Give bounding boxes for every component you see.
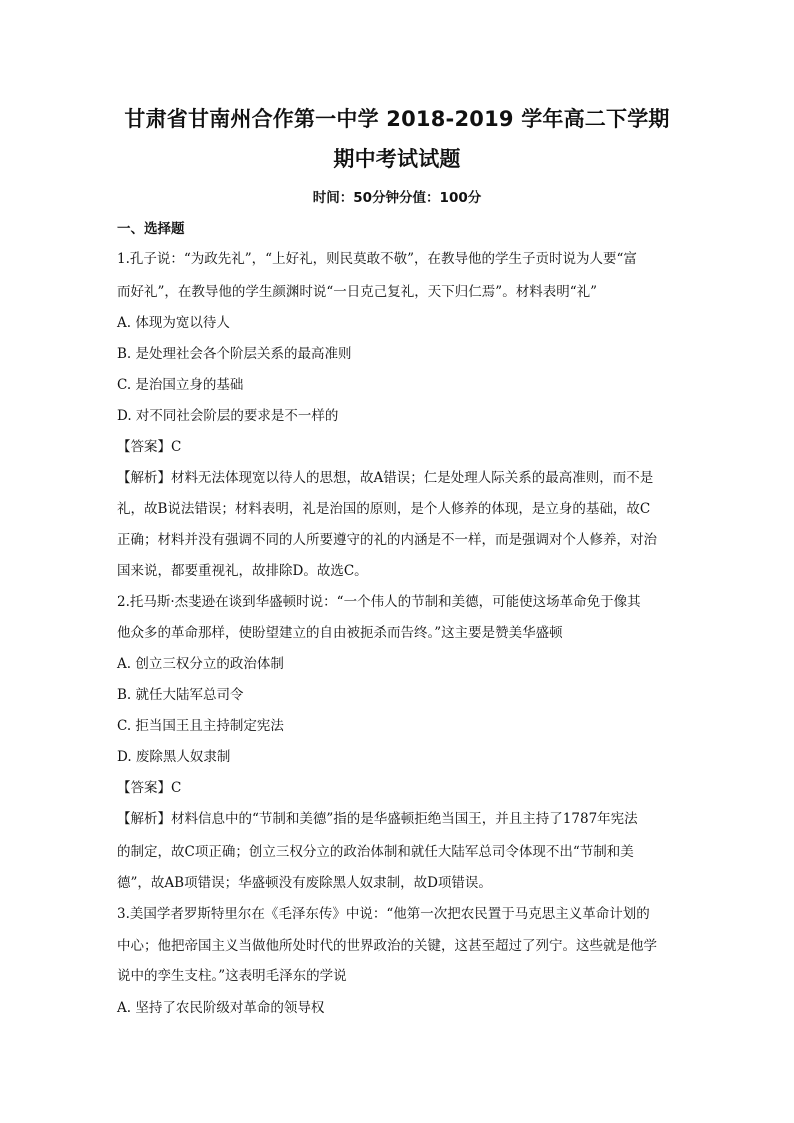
question-1-analysis-line-2: 礼，故B说法错误；材料表明，礼是治国的原则，是个人修养的体现，是立身的基础，故C xyxy=(117,501,651,517)
question-1-stem-line-2: 而好礼”，在教导他的学生颜渊时说“一日克己复礼，天下归仁焉”。材料表明“礼” xyxy=(117,284,598,300)
section-heading: 一、选择题 xyxy=(117,221,185,237)
question-1-analysis-line-4: 国来说，都要重视礼，故排除D。故选C。 xyxy=(117,563,368,579)
question-1-analysis-line-3: 正确；材料并没有强调不同的人所要遵守的礼的内涵是不一样，而是强调对个人修养，对治 xyxy=(117,532,657,548)
question-3-stem-line-1: 3.美国学者罗斯特里尔在《毛泽东传》中说：“他第一次把农民置于马克思主义革命计划的 xyxy=(117,906,650,922)
question-1-option-a: A. 体现为宽以待人 xyxy=(117,315,230,331)
question-1-option-d: D. 对不同社会阶层的要求是不一样的 xyxy=(117,408,339,424)
question-2-answer: 【答案】C xyxy=(117,780,182,796)
question-3-option-a: A. 坚持了农民阶级对革命的领导权 xyxy=(117,1000,325,1016)
question-2-option-b: B. 就任大陆军总司令 xyxy=(117,687,244,703)
question-2-option-c: C. 拒当国王且主持制定宪法 xyxy=(117,718,284,734)
question-3-stem-line-3: 说中的孪生支柱。”这表明毛泽东的学说 xyxy=(117,968,347,984)
question-2-option-d: D. 废除黑人奴隶制 xyxy=(117,749,231,765)
question-1-option-b: B. 是处理社会各个阶层关系的最高准则 xyxy=(117,346,352,362)
question-1-answer: 【答案】C xyxy=(117,439,182,455)
exam-meta: 时间：50分钟分值：100分 xyxy=(312,190,482,206)
question-1-analysis-line-1: 【解析】材料无法体现宽以待人的思想，故A错误；仁是处理人际关系的最高准则，而不是 xyxy=(117,470,654,486)
question-2-analysis-line-2: 的制定，故C项正确；创立三权分立的政治体制和就任大陆军总司令体现不出“节制和美 xyxy=(117,844,634,860)
question-1-option-c: C. 是治国立身的基础 xyxy=(117,377,244,393)
question-2-analysis-line-3: 德”，故AB项错误；华盛顿没有废除黑人奴隶制，故D项错误。 xyxy=(117,875,492,891)
document-title-line-1: 甘肃省甘南州合作第一中学 2018-2019 学年高二下学期 xyxy=(124,107,670,131)
question-3-stem-line-2: 中心；他把帝国主义当做他所处时代的世界政治的关键，这甚至超过了列宁。这些就是他学 xyxy=(117,938,657,954)
question-2-stem-line-1: 2.托马斯·杰斐逊在谈到华盛顿时说：“一个伟人的节制和美德，可能使这场革命免于像其 xyxy=(117,594,641,610)
question-2-stem-line-2: 他众多的革命那样，使盼望建立的自由被扼杀而告终。”这主要是赞美华盛顿 xyxy=(117,625,563,641)
document-title-line-2: 期中考试试题 xyxy=(333,147,461,171)
question-1-stem-line-1: 1.孔子说：“为政先礼”，“上好礼，则民莫敢不敬”，在教导他的学生子贡时说为人要“富 xyxy=(117,251,637,267)
question-2-option-a: A. 创立三权分立的政治体制 xyxy=(117,656,284,672)
question-2-analysis-line-1: 【解析】材料信息中的“节制和美德”指的是华盛顿拒绝当国王，并且主持了1787年宪法 xyxy=(117,811,638,827)
